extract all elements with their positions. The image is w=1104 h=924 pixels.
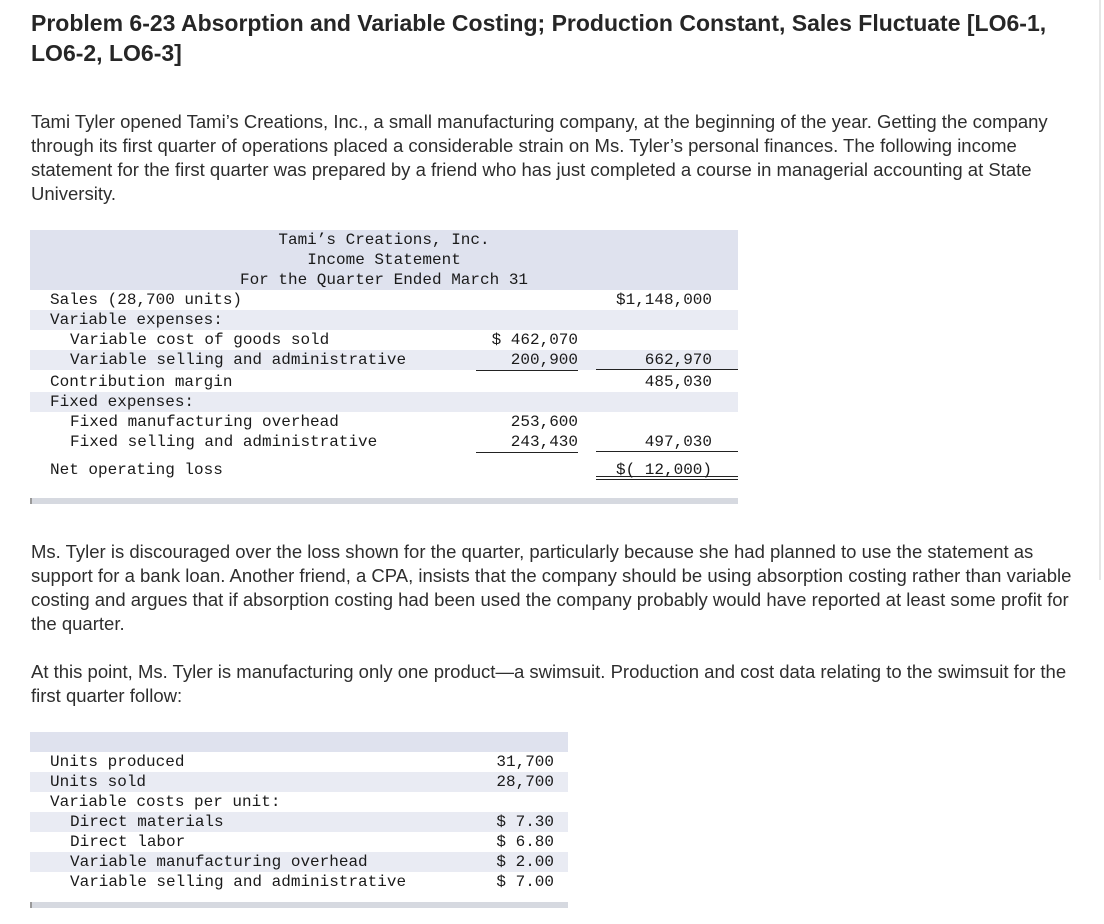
statement-company: Tami’s Creations, Inc.	[278, 231, 490, 249]
variable-expenses-total: 662,970	[596, 350, 738, 370]
variable-cogs-value: $ 462,070	[491, 331, 578, 349]
direct-labor-value: $ 6.80	[496, 833, 554, 851]
production-header-band	[30, 732, 568, 752]
variable-costs-per-unit-label: Variable costs per unit:	[50, 793, 281, 811]
variable-sa-label: Variable selling and administrative	[70, 351, 407, 369]
net-operating-loss-label: Net operating loss	[50, 461, 223, 479]
fixed-sa-label: Fixed selling and administrative	[70, 433, 378, 451]
fixed-expenses-label: Fixed expenses:	[50, 393, 195, 411]
fixed-sa-value: 243,430	[476, 432, 578, 453]
sales-value: $1,148,000	[615, 291, 712, 309]
variable-cogs-label: Variable cost of goods sold	[70, 331, 330, 349]
statement-period: For the Quarter Ended March 31	[239, 271, 529, 289]
intro-paragraph: Tami Tyler opened Tami’s Creations, Inc., a small manufacturing company, at the beginning of the year. Getting the company through its first quarter of operations placed a considerable strain on Ms. Tyler’s personal finances. The following income statement for the first quarter was prepared by a friend who has just completed a course in managerial accounting at State University.	[31, 111, 1048, 204]
net-operating-loss-value: $( 12,000)	[596, 460, 738, 480]
table-footer-bar	[30, 498, 738, 504]
discussion-paragraph: Ms. Tyler is discouraged over the loss shown for the quarter, particularly because she had planned to use the statement as support for a bank loan. Another friend, a CPA, insists that the company should be using absorption costing rather than variable costing and argues that if absorption costing had been used the company probably would have reported at least some profit for the quarter.	[31, 541, 1072, 634]
units-sold-label: Units sold	[50, 773, 147, 791]
page-scroll-edge	[1099, 0, 1101, 580]
units-produced-value: 31,700	[496, 753, 554, 771]
product-paragraph: At this point, Ms. Tyler is manufacturing only one product—a swimsuit. Production and cost data relating to the swimsuit for the first quarter follow:	[31, 661, 1067, 706]
income-statement-table	[30, 230, 738, 506]
variable-sa-per-unit-label: Variable selling and administrative	[70, 873, 407, 891]
units-produced-label: Units produced	[50, 753, 185, 771]
contribution-margin-label: Contribution margin	[50, 373, 233, 391]
production-data-table	[30, 732, 568, 910]
direct-materials-value: $ 7.30	[496, 813, 554, 831]
direct-materials-label: Direct materials	[70, 813, 224, 831]
contribution-margin-value: 485,030	[644, 373, 712, 391]
variable-sa-per-unit-value: $ 7.00	[496, 873, 554, 891]
problem-title: Problem 6-23 Absorption and Variable Costing; Production Constant, Sales Fluctuate [LO6-1, LO6-2, LO6-3]	[31, 10, 1047, 66]
sales-label: Sales (28,700 units)	[50, 291, 243, 309]
statement-name: Income Statement	[307, 251, 461, 269]
fixed-mfg-overhead-label: Fixed manufacturing overhead	[70, 413, 339, 431]
direct-labor-label: Direct labor	[70, 833, 186, 851]
variable-mfg-overhead-label: Variable manufacturing overhead	[70, 853, 368, 871]
production-footer-bar	[30, 902, 568, 908]
variable-expenses-label: Variable expenses:	[50, 311, 223, 329]
variable-sa-value: 200,900	[476, 350, 578, 371]
fixed-expenses-total: 497,030	[596, 432, 738, 452]
variable-mfg-overhead-value: $ 2.00	[496, 853, 554, 871]
fixed-mfg-overhead-value: 253,600	[510, 413, 578, 431]
units-sold-value: 28,700	[496, 773, 554, 791]
